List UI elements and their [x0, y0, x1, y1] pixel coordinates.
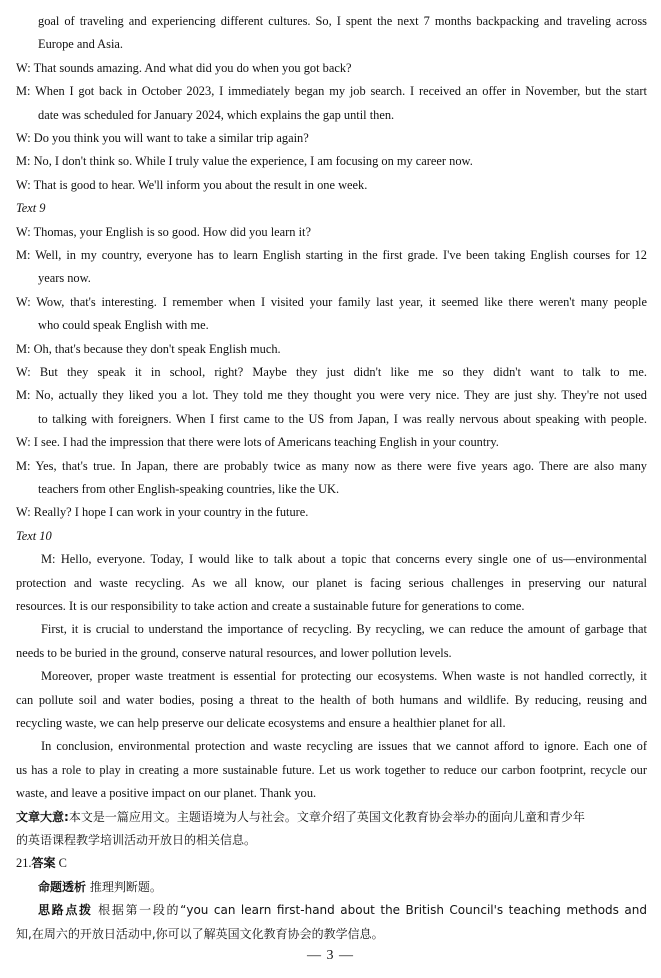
- line-text: In conclusion, environmental protection and waste recycling are issues that we cannot afford to ignore. Each one of: [41, 739, 647, 754]
- analysis-line: [38, 879, 647, 895]
- line-text: date was scheduled for January 2024, which explains the gap until then.: [38, 107, 395, 122]
- line-text: teachers from other English-speaking countries, like the UK.: [38, 482, 340, 496]
- summary-line: [16, 832, 647, 848]
- question-number: 21.: [16, 856, 32, 871]
- speaker-label: M:: [16, 388, 31, 403]
- line-text: M: Hello, everyone. Today, I would like to talk about a topic that concerns every single one of us—environmental: [41, 552, 647, 567]
- speaker-label: M:: [16, 458, 31, 473]
- line-text: needs to be buried in the ground, conserve natural resources, and lower pollution levels.: [16, 645, 452, 660]
- section-heading-text9: [16, 200, 647, 216]
- dialogue-line: [38, 107, 647, 123]
- dialogue-line: [16, 83, 647, 99]
- line-text: can pollute soil and water bodies, posing a threat to the health of both humans and wildlife. By reducing, reusing and: [16, 692, 647, 707]
- hint-line: [38, 902, 647, 918]
- hint-label: 思路点拨: [38, 903, 93, 918]
- line-text: to talking with foreigners. When I first came to the US from Japan, I was really nervous about speaking with people.: [38, 411, 647, 426]
- line-text: No, actually they liked you a lot. They told me they thought you were very nice. They are just shy. They're not used: [35, 388, 647, 403]
- dialogue-line: [16, 364, 647, 380]
- speaker-label: M:: [16, 248, 31, 262]
- line-text: Oh, that's because they don't speak English much.: [33, 341, 281, 356]
- line-text: When I got back in October 2023, I immediately began my job search. I received an offer in November, but the start: [35, 84, 647, 99]
- answer-line: [16, 855, 647, 871]
- line-text: us has a role to play in creating a more sustainable future. Let us work together to reduce our carbon footprint, recycle our: [16, 762, 647, 777]
- line-text: recycling waste, we can help preserve our delicate ecosystems and ensure a healthier planet for all.: [16, 716, 506, 730]
- speaker-label: W:: [16, 224, 31, 239]
- line-text: No, I don't think so. While I truly value the experience, I am focusing on my career now.: [33, 154, 473, 169]
- dialogue-line: [16, 294, 647, 310]
- line-text: Do you think you will want to take a similar trip again?: [33, 131, 309, 145]
- dialogue-line: [16, 60, 647, 76]
- answer-value: C: [58, 856, 67, 871]
- dialogue-line: [38, 13, 647, 29]
- line-text: Thomas, your English is so good. How did you learn it?: [33, 224, 311, 239]
- speech-line: [41, 738, 647, 754]
- line-text: Yes, that's true. In Japan, there are probably twice as many now as there were five years ago. There are also many: [35, 458, 647, 473]
- answer-label: 答案: [31, 856, 56, 871]
- speech-line: [41, 551, 647, 567]
- analysis-label: 命题透析: [38, 879, 87, 894]
- dialogue-line: [38, 36, 647, 52]
- section-heading-text10: [16, 528, 647, 544]
- dialogue-line: [38, 317, 647, 333]
- hint-line: [16, 926, 647, 942]
- line-text: resources. It is our responsibility to take action and create a sustainable future for generations to come.: [16, 599, 525, 613]
- line-text: That sounds amazing. And what did you do when you got back?: [33, 60, 352, 75]
- dialogue-line: [16, 458, 647, 474]
- dialogue-line: [38, 481, 647, 497]
- speaker-label: W:: [16, 435, 31, 450]
- dialogue-line: [38, 411, 647, 427]
- dialogue-line: [16, 224, 647, 240]
- dialogue-line: [16, 153, 647, 169]
- page-number: — 3 —: [307, 948, 354, 963]
- line-text: First, it is crucial to understand the importance of recycling. By recycling, we can reduce the amount of garbage that: [41, 622, 647, 637]
- line-text: 本文是一篇应用文。主题语境为人与社会。文章介绍了英国文化教育协会举办的面向儿童和青少年: [68, 809, 585, 824]
- speaker-label: M:: [16, 154, 31, 169]
- line-text: Text 10: [16, 528, 52, 543]
- summary-line: [16, 809, 647, 825]
- dialogue-line: [16, 177, 647, 193]
- dialogue-line: [16, 130, 647, 146]
- analysis-text: 推理判断题。: [89, 879, 162, 894]
- line-text: I see. I had the impression that there were lots of Americans teaching English in your country.: [33, 435, 499, 450]
- speaker-label: M:: [16, 341, 31, 356]
- speech-line: [16, 645, 647, 661]
- dialogue-line: [16, 341, 647, 357]
- speech-line: [41, 668, 647, 684]
- dialogue-line: [16, 387, 647, 403]
- speaker-label: W:: [16, 60, 31, 75]
- speech-line: [16, 785, 647, 801]
- line-text: goal of traveling and experiencing different cultures. So, I spent the next 7 months backpacking and traveling across: [38, 14, 647, 28]
- dialogue-line: [16, 504, 647, 520]
- line-text: Wow, that's interesting. I remember when I visited your family last year, it seemed like there weren't many people: [36, 294, 647, 309]
- line-text: Moreover, proper waste treatment is essential for protecting our ecosystems. When waste is not handled correctly, it: [41, 669, 647, 684]
- speaker-label: W:: [16, 294, 31, 309]
- speaker-label: W:: [16, 365, 31, 379]
- line-text: 的英语课程教学培训活动开放日的相关信息。: [16, 833, 257, 847]
- summary-label: 文章大意:: [16, 809, 69, 824]
- speech-line: [16, 598, 647, 614]
- speaker-label: W:: [16, 131, 31, 145]
- dialogue-line: [16, 247, 647, 263]
- line-text: who could speak English with me.: [38, 318, 209, 333]
- speech-line: [16, 715, 647, 731]
- dialogue-line: [16, 434, 647, 450]
- dialogue-line: [38, 270, 647, 286]
- speech-line: [16, 575, 647, 591]
- hint-text: 根据第一段的“you can learn first-hand about the British Council's teaching methods and: [98, 903, 647, 918]
- speech-line: [16, 692, 647, 708]
- line-text: But they speak it in school, right? Maybe they just didn't like me so they didn't want to talk to me.: [39, 365, 647, 379]
- line-text: Really? I hope I can work in your country in the future.: [33, 505, 309, 520]
- speaker-label: M:: [16, 84, 31, 99]
- line-text: Europe and Asia.: [38, 37, 123, 52]
- speaker-label: W:: [16, 177, 31, 192]
- speech-line: [16, 762, 647, 778]
- speaker-label: W:: [16, 505, 31, 520]
- line-text: 知,在周六的开放日活动中,你可以了解英国文化教育协会的教学信息。: [16, 926, 384, 941]
- line-text: That is good to hear. We'll inform you about the result in one week.: [33, 177, 368, 192]
- speech-line: [41, 621, 647, 637]
- line-text: Text 9: [16, 201, 46, 216]
- line-text: Well, in my country, everyone has to learn English starting in the first grade. I've been taking English courses for 12: [35, 248, 647, 262]
- line-text: protection and waste recycling. As we all know, our planet is facing serious challenges in preserving our natural: [16, 575, 647, 590]
- line-text: years now.: [38, 271, 91, 286]
- line-text: waste, and leave a positive impact on our planet. Thank you.: [16, 786, 317, 801]
